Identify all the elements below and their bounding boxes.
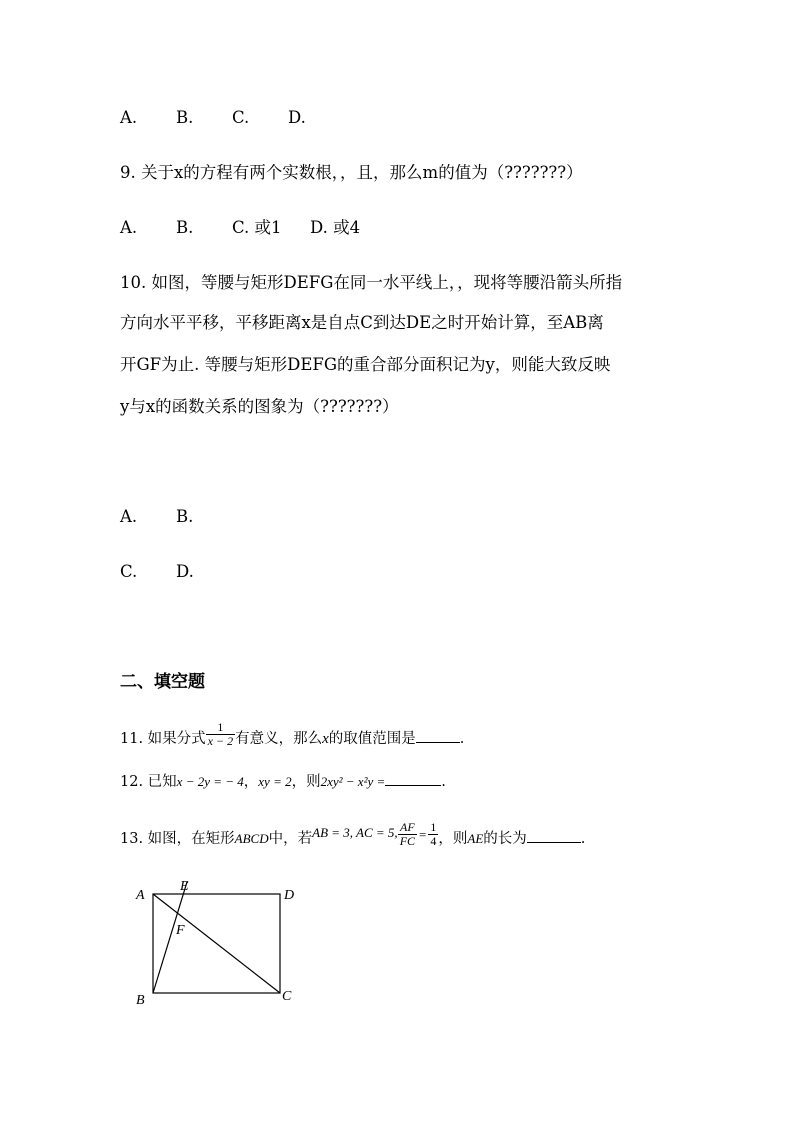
option-a: A.: [120, 507, 138, 526]
q12-prefix: 12. 已知: [120, 774, 177, 790]
q10-options-cd: [120, 560, 194, 584]
option-a: A.: [120, 218, 138, 237]
diagonal-ac: [153, 894, 280, 993]
q12-eq1: x − 2y = − 4: [176, 774, 244, 789]
q13-answer-blank[interactable]: [527, 828, 581, 843]
option-c: C.: [120, 562, 138, 581]
q11-answer-blank[interactable]: [416, 728, 460, 743]
q9-options: [120, 216, 360, 240]
q11-suffix: 有意义，那么: [235, 731, 323, 747]
q10-line-2: 方向水平平移，平移距离x是自点C到达DE之时开始计算，至AB离: [120, 313, 604, 332]
q13-mid: 中，若: [268, 831, 313, 847]
q13-ratio-fraction: [398, 821, 417, 848]
option-a: A.: [120, 108, 138, 127]
q10-options-ab: [120, 505, 193, 529]
q12-sep: ，: [243, 774, 259, 790]
q13: [120, 818, 585, 854]
q13-cond: AB = 3, AC = 5,: [312, 825, 398, 840]
q9-text: 9. 关于x的方程有两个实数根，，且，那么m的值为（???????）: [120, 163, 583, 182]
label-f: F: [176, 923, 185, 938]
option-d: D.: [176, 562, 194, 581]
section-heading: 二、填空题: [120, 672, 205, 692]
q12: [120, 770, 446, 794]
q12-end: .: [441, 774, 446, 790]
q13-rect: ABCD: [234, 831, 269, 846]
option-b: B.: [176, 108, 194, 127]
q13-eq: =: [419, 827, 427, 842]
q11-frac-den: x − 2: [207, 733, 234, 748]
q13-val-den: 4: [430, 833, 437, 848]
q13-prefix: 13. 如图，在矩形: [120, 831, 235, 847]
q12-expr: 2xy² − x²y =: [320, 774, 386, 789]
q12-mid: ，则: [291, 774, 321, 790]
q8-options: [120, 106, 306, 130]
q13-val-num: 1: [430, 819, 437, 834]
label-e: E: [180, 879, 189, 894]
q10-line-3: 开GF为止. 等腰与矩形DEFG的重合部分面积记为y，则能大致反映: [120, 355, 611, 374]
q11-fraction: [206, 721, 235, 748]
q11: [120, 719, 465, 754]
q13-end: .: [580, 831, 586, 847]
option-d: D.: [288, 108, 306, 127]
q12-eq2: xy = 2: [258, 774, 292, 789]
label-b: B: [136, 993, 145, 1008]
option-b: B.: [176, 218, 194, 237]
q13-seg: AE: [467, 831, 484, 846]
q11-frac-num: 1: [206, 721, 235, 735]
option-c: C. 或1: [232, 218, 282, 237]
q13-value-fraction: [428, 821, 438, 848]
option-d: D. 或4: [310, 218, 361, 237]
q10-line-1: 10. 如图，等腰与矩形DEFG在同一水平线上，，现将等腰沿箭头所指: [120, 273, 623, 292]
q10-line-4: y与x的函数关系的图象为（???????）: [120, 397, 399, 416]
q13-mid2: ，则: [438, 831, 468, 847]
q11-end: .: [459, 731, 465, 747]
q13-suffix: 的长为: [483, 831, 527, 847]
q11-suffix2: 的取值范围是: [328, 731, 416, 747]
option-b: B.: [176, 507, 194, 526]
rectangle-figure: [130, 872, 320, 1012]
q11-prefix: 11. 如果分式: [120, 731, 206, 747]
q12-answer-blank[interactable]: [385, 771, 441, 786]
label-c: C: [282, 989, 292, 1004]
q11-var: x: [322, 731, 329, 747]
label-a: A: [136, 888, 145, 903]
q13-frac-den: FC: [399, 833, 416, 848]
q13-frac-num: AF: [398, 821, 417, 835]
option-c: C.: [232, 108, 250, 127]
label-d: D: [284, 888, 295, 903]
